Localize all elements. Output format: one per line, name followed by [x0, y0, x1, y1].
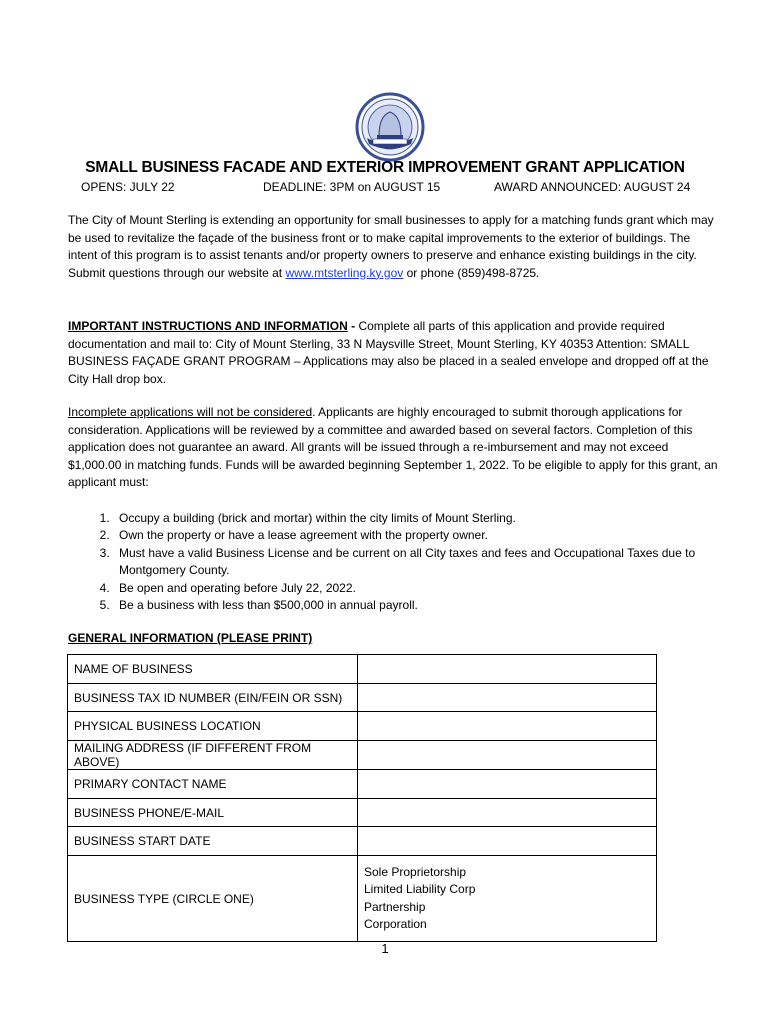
phone-email-field[interactable] [358, 798, 657, 827]
requirement-item: 4. Be open and operating before July 22, 2022. [113, 580, 763, 597]
general-info-table [67, 654, 657, 942]
tax-id-field[interactable] [358, 683, 657, 712]
incomplete-warning: Incomplete applications will not be considered [68, 405, 313, 419]
requirement-item: 5. Be a business with less than $500,000 in annual payroll. [113, 597, 763, 614]
instructions-paragraph [68, 318, 718, 388]
intro-paragraph [68, 212, 718, 282]
start-date-field[interactable] [358, 827, 657, 856]
field-label: PRIMARY CONTACT NAME [68, 770, 358, 799]
business-type-option[interactable]: Partnership [364, 899, 426, 914]
opens-date: OPENS: JULY 22 [81, 180, 175, 194]
table-row [68, 770, 657, 799]
eligibility-paragraph [68, 404, 718, 492]
field-label: PHYSICAL BUSINESS LOCATION [68, 712, 358, 741]
contact-name-field[interactable] [358, 770, 657, 799]
mailing-address-field[interactable] [358, 741, 657, 770]
requirement-item: 1. Occupy a building (brick and mortar) within the city limits of Mount Sterling. [113, 510, 763, 527]
field-label: MAILING ADDRESS (IF DIFFERENT FROM ABOVE) [68, 741, 358, 770]
field-label: BUSINESS START DATE [68, 827, 358, 856]
eligibility-text: . Applicants are highly encouraged to submit thorough applications for consideration. Applications will be reviewed by a committee and awarded based on several factors. Completion of this application does not guarantee an award. All grants will be issued through a re-imbursement and may not exceed $1,000.00 in matching funds. Funds will be awarded beginning September 1, 2022. To be eligible to apply for this grant, an applicant must: [68, 405, 718, 490]
instructions-text: Complete all parts of this application and provide required documentation and mail to: City of Mount Sterling, 33 N Maysville Street, Mount Sterling, KY 40353 Attention: SMALL BUSINESS FAÇADE GRANT PROGRAM – Applications may also be placed in a sealed envelope and dropped off at the City Hall drop box. [68, 319, 709, 386]
table-row [68, 712, 657, 741]
business-type-option[interactable]: Limited Liability Corp [364, 882, 476, 897]
deadline-date: DEADLINE: 3PM on AUGUST 15 [263, 180, 441, 194]
business-type-options [358, 856, 657, 942]
general-info-heading: GENERAL INFORMATION (PLEASE PRINT) [68, 631, 313, 645]
table-row [68, 683, 657, 712]
page-title: SMALL BUSINESS FACADE AND EXTERIOR IMPROVEMENT GRANT APPLICATION [85, 159, 685, 176]
intro-phone-text: or phone (859)498-8725. [403, 265, 540, 280]
table-row [68, 827, 657, 856]
field-label: BUSINESS TAX ID NUMBER (EIN/FEIN OR SSN) [68, 683, 358, 712]
business-type-option[interactable]: Corporation [364, 917, 427, 932]
website-link[interactable]: www.mtsterling.ky.gov [285, 265, 404, 280]
table-row [68, 741, 657, 770]
requirements-list [68, 510, 763, 614]
award-date: AWARD ANNOUNCED: AUGUST 24 [494, 180, 691, 194]
field-label: BUSINESS TYPE (CIRCLE ONE) [68, 856, 358, 942]
table-row [68, 655, 657, 684]
city-seal-icon [355, 92, 425, 162]
requirement-item: 3. Must have a valid Business License and be current on all City taxes and fees and Occupational Taxes due to Montgomery County. [113, 545, 763, 580]
physical-location-field[interactable] [358, 712, 657, 741]
instructions-separator: - [347, 319, 359, 333]
requirement-item: 2. Own the property or have a lease agreement with the property owner. [113, 527, 763, 544]
table-row [68, 856, 657, 942]
table-row [68, 798, 657, 827]
business-name-field[interactable] [358, 655, 657, 684]
field-label: BUSINESS PHONE/E-MAIL [68, 798, 358, 827]
page-number: 1 [381, 941, 389, 956]
business-type-option[interactable]: Sole Proprietorship [364, 864, 467, 879]
intro-text: The City of Mount Sterling is extending an opportunity for small businesses to apply for a matching funds grant which may be used to revitalize the façade of the business front or to make capital improvements to the exterior of buildings. The intent of this program is to assist tenants and/or property owners to preserve and enhance existing buildings in the city. Submit questions through our website at [68, 213, 714, 280]
field-label: NAME OF BUSINESS [68, 655, 358, 684]
instructions-heading: IMPORTANT INSTRUCTIONS AND INFORMATION [68, 319, 348, 333]
